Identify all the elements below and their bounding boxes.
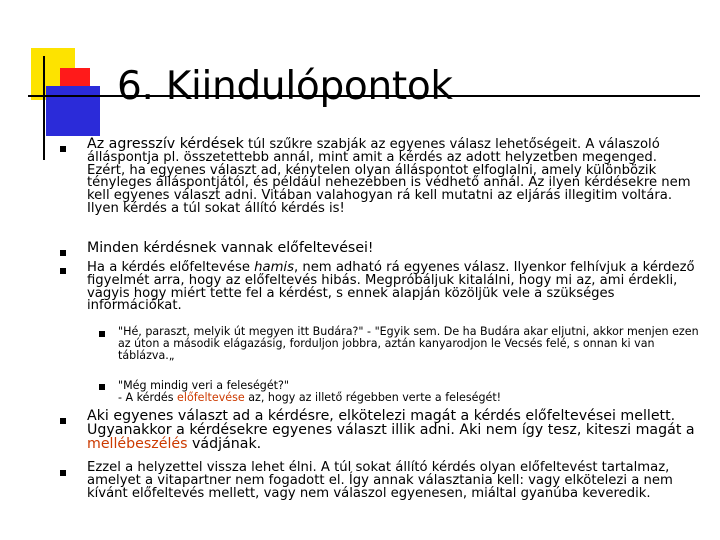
text-run: "Hé, paraszt, melyik út megyen itt Budára?" - "Egyik sem. De ha Budára akar eljutni, akkor menjen ezen az úton a második elágazásig, forduljon jobbra, aztán kanyarodjon le Vecsés felé, s onnan ki van táblázva.„ bbox=[118, 325, 699, 363]
paragraph-presuppositions bbox=[87, 242, 697, 256]
bullet-square-icon bbox=[99, 384, 105, 390]
paragraph-abuse bbox=[87, 462, 697, 500]
paragraph-aggressive-questions bbox=[87, 138, 697, 216]
text-run: az, hogy az illető régebben verte a feleségét! bbox=[244, 391, 502, 405]
text-run: túl szűkre szabják az egyenes válasz lehetőségeit. A válaszoló álláspontja pl. összetettebb annál, mint amit a kérdés az adott helyzetben megenged. Ezért, ha egyenes választ ad, kénytelen olyan álláspontot elfoglalni, amely különbözik tényleges álláspontjától, és például nehezebben is védhető annál. Az ilyen kérdésekre nem kell egyenes választ adni. Vitában valahogyan rá kell mutatni az eljárás illegitim voltára. Ilyen kérdés a túl sokat állító kérdés is! bbox=[87, 137, 691, 216]
text-run: "Még mindig veri a feleségét?" bbox=[118, 379, 290, 392]
decor-vertical-line bbox=[43, 56, 45, 160]
bullet-square-icon bbox=[60, 418, 66, 424]
bullet-square-icon bbox=[60, 250, 66, 256]
text-run: Ezzel a helyzettel vissza lehet élni. A túl sokat állító kérdés olyan előfeltevést tartalmaz, amelyet a vitapartner nem fogadott el. Így annak választania kell: vagy elkötelezi a nem kívánt előfeltevés mellett, vagy nem válaszol egyenesen, miáltal gyanúba keveredik. bbox=[87, 460, 673, 501]
decor-blue-square bbox=[46, 86, 100, 136]
paragraph-false-presupposition bbox=[87, 262, 697, 313]
text-run: Aki egyenes választ ad a kérdésre, elkötelezi magát a kérdés előfeltevései mellett. Ugyanakkor a kérdésekre egyenes választ illik adni. Aki nem így tesz, kiteszi magát a bbox=[87, 408, 695, 438]
text-run: Ha a kérdés előfeltevése bbox=[87, 260, 255, 275]
text-run-highlight: mellébeszélés bbox=[87, 435, 188, 452]
slide-title: 6. Kiindulópontok bbox=[117, 64, 453, 109]
example-quote-wife bbox=[118, 380, 703, 404]
text-run: ! bbox=[368, 241, 374, 256]
text-run: - A kérdés bbox=[118, 391, 178, 405]
text-run: Az agresszív kérdések bbox=[87, 136, 244, 152]
bullet-square-icon bbox=[60, 470, 66, 476]
bullet-square-icon bbox=[60, 268, 66, 274]
text-run: vádjának. bbox=[187, 435, 262, 452]
bullet-square-icon bbox=[60, 146, 66, 152]
text-run: Minden kérdésnek vannak előfeltevései bbox=[87, 240, 368, 256]
text-run-highlight: előfeltevése bbox=[177, 391, 245, 405]
example-quote-buda bbox=[118, 326, 703, 363]
text-run: , nem adható rá egyenes válasz. Ilyenkor felhívjuk a kérdező figyelmét arra, hogy az előfeltevés hibás. Megpróbáljuk kitalálni, hogy mi az, ami érdekli, vagyis hogy miért tette fel a kérdést, s ennek alapján közöljük vele a szükséges információkat. bbox=[87, 260, 695, 314]
paragraph-direct-answer bbox=[87, 410, 697, 451]
bullet-square-icon bbox=[99, 331, 105, 337]
text-run-italic: hamis bbox=[254, 260, 294, 275]
